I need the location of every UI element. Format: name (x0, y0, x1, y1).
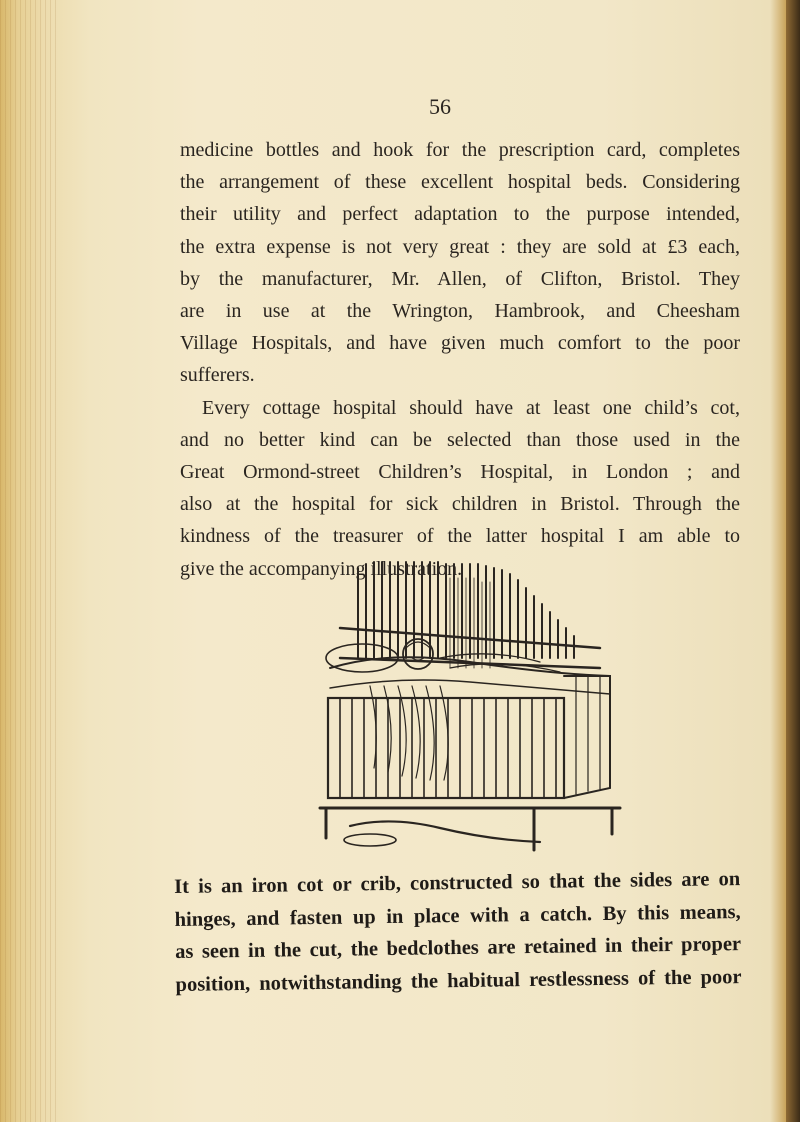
text-line: also at the hospital for sick children in Bristol. Through the (180, 493, 740, 516)
text-line: Every cottage hospital should have at least one child’s cot, (202, 396, 740, 419)
cot-illustration (300, 558, 640, 858)
page-gutter-edge (0, 0, 60, 1122)
iron-cot-engraving (300, 558, 640, 858)
text-line: as seen in the cut, the bedclothes are retained in their proper (174, 933, 742, 963)
text-line: the extra expense is not very great : they are sold at £3 each, (180, 235, 740, 258)
text-line: position, notwithstanding the habitual restlessness of the poor (175, 965, 742, 996)
top-paragraph (180, 134, 740, 585)
page-number: 56 (429, 94, 451, 119)
text-line: It is an iron cot or crib, constructed so that the sides are on (174, 868, 741, 898)
text-line: Village Hospitals, and have given much comfort to the poor (180, 332, 740, 355)
text-line: sufferers. (180, 364, 255, 387)
text-line: Great Ormond-street Children’s Hospital, in London ; and (180, 461, 740, 484)
text-line: by the manufacturer, Mr. Allen, of Clifton, Bristol. They (180, 267, 740, 290)
page-right-edge (786, 0, 800, 1122)
text-line: the arrangement of these excellent hospital beds. Considering (180, 171, 740, 194)
text-line: medicine bottles and hook for the prescription card, completes (180, 139, 740, 161)
text-line: and no better kind can be selected than those used in the (180, 428, 740, 451)
text-line: kindness of the treasurer of the latter hospital I am able to (180, 525, 740, 548)
text-line: hinges, and fasten up in place with a catch. By this means, (174, 900, 741, 931)
bottom-paragraph (174, 863, 742, 1001)
text-line: give the accompanying illustration. (180, 557, 463, 580)
text-line: their utility and perfect adaptation to the purpose intended, (180, 203, 740, 226)
text-line: are in use at the Wrington, Hambrook, and Cheesham (180, 300, 740, 323)
